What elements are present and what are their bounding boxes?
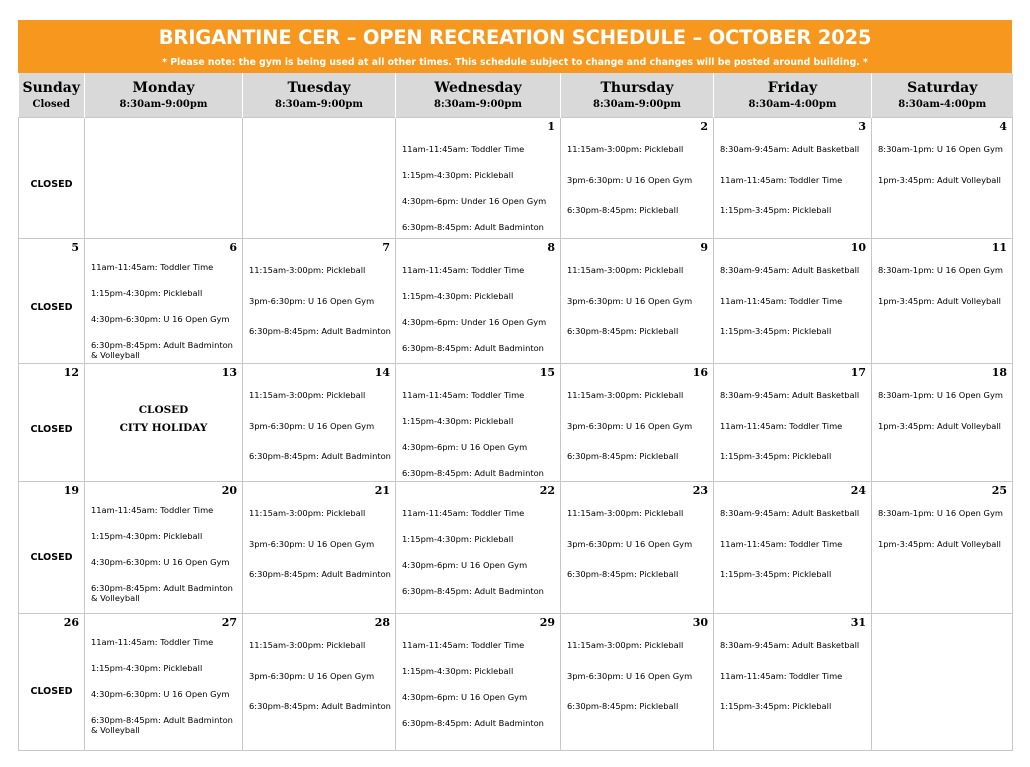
event-item: 1:15pm-4:30pm: Pickleball: [91, 288, 203, 298]
event-item: 8:30am-9:45am: Adult Basketball: [720, 144, 860, 154]
event-item: 4:30pm-6pm: U 16 Open Gym: [402, 692, 528, 702]
day-cell-content: [85, 482, 242, 613]
day-cell: [19, 239, 85, 364]
day-cell: [19, 118, 85, 239]
date-number: 1: [547, 120, 555, 133]
day-cell-content: [561, 614, 713, 750]
day-cell: [243, 614, 396, 751]
day-cell-content: [872, 482, 1012, 613]
day-header: [85, 73, 243, 118]
day-cell: [396, 118, 561, 239]
date-number: 15: [539, 366, 555, 379]
date-number: 16: [692, 366, 708, 379]
event-item: 6:30pm-8:45pm: Pickleball: [567, 569, 679, 579]
event-item: 8:30am-9:45am: Adult Basketball: [720, 640, 860, 650]
event-item: 8:30am-1pm: U 16 Open Gym: [878, 390, 1003, 400]
event-item: 6:30pm-8:45pm: Adult Badminton: [402, 468, 544, 478]
event-item: 1:15pm-3:45pm: Pickleball: [720, 205, 832, 215]
day-cell-content: [19, 482, 84, 613]
day-cell: [243, 239, 396, 364]
day-cell: [714, 118, 872, 239]
day-cell-content: [396, 239, 560, 363]
day-name: Monday: [132, 80, 195, 96]
day-header: [872, 73, 1013, 118]
day-cell-content: [243, 614, 395, 750]
event-item: 1:15pm-4:30pm: Pickleball: [91, 531, 203, 541]
week-row: [19, 614, 1013, 751]
date-number: 22: [539, 484, 555, 497]
day-hours: 8:30am-9:00pm: [275, 99, 363, 110]
event-item: 4:30pm-6pm: Under 16 Open Gym: [402, 196, 547, 206]
event-item: 8:30am-9:45am: Adult Basketball: [720, 508, 860, 518]
event-item: 4:30pm-6pm: Under 16 Open Gym: [402, 317, 547, 327]
event-item: 11am-11:45am: Toddler Time: [402, 144, 525, 154]
event-item: 6:30pm-8:45pm: Adult Badminton: [249, 451, 391, 461]
day-cell: [872, 614, 1013, 751]
day-cell: [396, 482, 561, 614]
event-item: 3pm-6:30pm: U 16 Open Gym: [249, 421, 375, 431]
day-cell-content: [714, 364, 871, 481]
day-hours: 8:30am-9:00pm: [434, 99, 522, 110]
event-item: 11am-11:45am: Toddler Time: [720, 175, 843, 185]
event-item: 11am-11:45am: Toddler Time: [720, 539, 843, 549]
closed-label: CLOSED: [30, 179, 73, 190]
event-item: 11:15am-3:00pm: Pickleball: [249, 508, 366, 518]
day-cell: [85, 239, 243, 364]
day-header: [243, 73, 396, 118]
day-cell-content: [561, 482, 713, 613]
day-cell: [561, 364, 714, 482]
week-row: [19, 364, 1013, 482]
event-item: 1:15pm-4:30pm: Pickleball: [402, 170, 514, 180]
event-item: 1:15pm-4:30pm: Pickleball: [402, 416, 514, 426]
event-item: 11:15am-3:00pm: Pickleball: [567, 390, 684, 400]
date-number: 17: [850, 366, 866, 379]
day-cell: [561, 118, 714, 239]
day-cell-content: [243, 364, 395, 481]
event-item: 3pm-6:30pm: U 16 Open Gym: [567, 539, 693, 549]
event-item: 11am-11:45am: Toddler Time: [91, 505, 214, 515]
day-cell: [85, 614, 243, 751]
date-number: 2: [700, 120, 708, 133]
event-item: 1:15pm-3:45pm: Pickleball: [720, 326, 832, 336]
day-cell-content: [19, 118, 84, 238]
day-hours: 8:30am-4:00pm: [748, 99, 837, 110]
date-number: 9: [700, 241, 708, 254]
page-title: BRIGANTINE CER – OPEN RECREATION SCHEDULE – OCTOBER 2025: [158, 26, 872, 49]
event-item: 1:15pm-4:30pm: Pickleball: [91, 663, 203, 673]
event-item: 11am-11:45am: Toddler Time: [402, 640, 525, 650]
date-number: 26: [63, 616, 79, 629]
day-name: Tuesday: [287, 80, 351, 96]
date-number: 12: [63, 366, 79, 379]
event-item: 11am-11:45am: Toddler Time: [720, 671, 843, 681]
event-item: 11am-11:45am: Toddler Time: [91, 262, 214, 272]
day-cell-content: [561, 118, 713, 238]
day-cell: [396, 364, 561, 482]
day-cell-content: [714, 239, 871, 363]
day-cell-content: [714, 482, 871, 613]
date-number: 21: [374, 484, 390, 497]
day-header: [561, 73, 714, 118]
event-item: 6:30pm-8:45pm: Adult Badminton: [249, 701, 391, 711]
day-cell: [561, 614, 714, 751]
calendar-table: [18, 73, 1013, 751]
week-row: [19, 118, 1013, 239]
event-item: 11:15am-3:00pm: Pickleball: [567, 508, 684, 518]
date-number: 5: [71, 241, 79, 254]
date-number: 25: [991, 484, 1007, 497]
holiday-name: CITY HOLIDAY: [119, 422, 208, 434]
date-number: 30: [692, 616, 708, 629]
event-item: 6:30pm-8:45pm: Adult Badminton & Volleyball: [91, 715, 233, 735]
event-item: 4:30pm-6pm: U 16 Open Gym: [402, 560, 528, 570]
day-cell-content: [872, 614, 1012, 750]
event-item: 11:15am-3:00pm: Pickleball: [249, 390, 366, 400]
event-item: 11am-11:45am: Toddler Time: [402, 390, 525, 400]
day-name: Sunday: [22, 80, 80, 96]
week-row: [19, 239, 1013, 364]
day-cell-content: [396, 614, 560, 750]
event-item: 3pm-6:30pm: U 16 Open Gym: [567, 296, 693, 306]
day-cell-content: [396, 482, 560, 613]
event-item: 6:30pm-8:45pm: Adult Badminton: [402, 343, 544, 353]
event-item: 3pm-6:30pm: U 16 Open Gym: [567, 175, 693, 185]
event-item: 3pm-6:30pm: U 16 Open Gym: [249, 539, 375, 549]
day-cell-content: [872, 364, 1012, 481]
event-item: 4:30pm-6:30pm: U 16 Open Gym: [91, 314, 230, 324]
event-item: 8:30am-1pm: U 16 Open Gym: [878, 265, 1003, 275]
week-row: [19, 482, 1013, 614]
day-cell: [85, 364, 243, 482]
day-cell: [872, 482, 1013, 614]
event-item: 3pm-6:30pm: U 16 Open Gym: [567, 421, 693, 431]
event-item: 1:15pm-4:30pm: Pickleball: [402, 291, 514, 301]
day-cell: [872, 239, 1013, 364]
event-item: 1pm-3:45pm: Adult Volleyball: [878, 296, 1001, 306]
event-item: 1:15pm-3:45pm: Pickleball: [720, 701, 832, 711]
event-item: 4:30pm-6:30pm: U 16 Open Gym: [91, 689, 230, 699]
day-cell: [19, 482, 85, 614]
day-cell: [19, 614, 85, 751]
date-number: 6: [229, 241, 237, 254]
event-item: 6:30pm-8:45pm: Pickleball: [567, 205, 679, 215]
date-number: 4: [999, 120, 1007, 133]
event-item: 1:15pm-4:30pm: Pickleball: [402, 666, 514, 676]
day-cell-content: [872, 118, 1012, 238]
day-cell-content: [85, 614, 242, 750]
date-number: 28: [374, 616, 390, 629]
event-item: 11am-11:45am: Toddler Time: [720, 421, 843, 431]
event-item: 4:30pm-6:30pm: U 16 Open Gym: [91, 557, 230, 567]
day-header: [19, 73, 85, 118]
day-cell-content: [396, 364, 560, 481]
event-item: 8:30am-9:45am: Adult Basketball: [720, 265, 860, 275]
day-cell-content: [85, 239, 242, 363]
day-cell-content: [872, 239, 1012, 363]
day-hours: Closed: [32, 99, 70, 110]
day-cell-content: [243, 239, 395, 363]
calendar-body: [19, 118, 1013, 751]
date-number: 31: [850, 616, 866, 629]
day-cell: [396, 239, 561, 364]
day-cell: [243, 364, 396, 482]
day-name: Thursday: [600, 80, 674, 96]
day-cell-content: [19, 614, 84, 750]
day-cell: [561, 482, 714, 614]
event-item: 6:30pm-8:45pm: Adult Badminton: [249, 569, 391, 579]
closed-label: CLOSED: [30, 686, 73, 697]
day-cell-content: [561, 364, 713, 481]
date-number: 10: [850, 241, 866, 254]
event-item: 6:30pm-8:45pm: Adult Badminton: [402, 222, 544, 232]
event-item: 4:30pm-6pm: U 16 Open Gym: [402, 442, 528, 452]
event-item: 11:15am-3:00pm: Pickleball: [249, 265, 366, 275]
schedule-note: * Please note: the gym is being used at all other times. This schedule subject to change and changes will be posted around building. *: [162, 57, 868, 68]
event-item: 1pm-3:45pm: Adult Volleyball: [878, 421, 1001, 431]
event-item: 11:15am-3:00pm: Pickleball: [567, 640, 684, 650]
day-cell: [561, 239, 714, 364]
day-hours: 8:30am-4:00pm: [898, 99, 987, 110]
date-number: 29: [539, 616, 555, 629]
day-cell: [19, 364, 85, 482]
day-cell-content: [243, 118, 395, 238]
day-cell-content: [714, 614, 871, 750]
date-number: 7: [382, 241, 390, 254]
day-header: [714, 73, 872, 118]
date-number: 27: [221, 616, 237, 629]
event-item: 6:30pm-8:45pm: Pickleball: [567, 451, 679, 461]
date-number: 8: [547, 241, 555, 254]
day-cell-content: [243, 482, 395, 613]
date-number: 13: [221, 366, 237, 379]
day-cell-content: [85, 364, 242, 481]
event-item: 1pm-3:45pm: Adult Volleyball: [878, 539, 1001, 549]
event-item: 6:30pm-8:45pm: Adult Badminton & Volleyball: [91, 340, 233, 360]
closed-label: CLOSED: [30, 302, 73, 313]
event-item: 11am-11:45am: Toddler Time: [91, 637, 214, 647]
title-banner: [18, 20, 1012, 73]
day-cell-content: [561, 239, 713, 363]
closed-label: CLOSED: [30, 424, 73, 435]
date-number: 18: [991, 366, 1007, 379]
event-item: 8:30am-1pm: U 16 Open Gym: [878, 508, 1003, 518]
day-header-row: [19, 73, 1013, 118]
day-name: Friday: [767, 80, 818, 96]
day-name: Wednesday: [434, 80, 522, 96]
closed-label: CLOSED: [30, 552, 73, 563]
day-cell-content: [714, 118, 871, 238]
event-item: 1:15pm-3:45pm: Pickleball: [720, 569, 832, 579]
day-hours: 8:30am-9:00pm: [119, 99, 208, 110]
day-cell: [243, 118, 396, 239]
event-item: 6:30pm-8:45pm: Pickleball: [567, 701, 679, 711]
day-cell: [243, 482, 396, 614]
holiday-closed-label: CLOSED: [138, 404, 189, 416]
event-item: 11:15am-3:00pm: Pickleball: [567, 144, 684, 154]
event-item: 3pm-6:30pm: U 16 Open Gym: [567, 671, 693, 681]
event-item: 6:30pm-8:45pm: Adult Badminton: [402, 718, 544, 728]
event-item: 8:30am-1pm: U 16 Open Gym: [878, 144, 1003, 154]
event-item: 11:15am-3:00pm: Pickleball: [249, 640, 366, 650]
date-number: 14: [374, 366, 390, 379]
date-number: 11: [991, 241, 1007, 254]
day-cell: [714, 482, 872, 614]
event-item: 8:30am-9:45am: Adult Basketball: [720, 390, 860, 400]
day-cell-content: [85, 118, 242, 238]
schedule-document: [18, 20, 1012, 751]
event-item: 11am-11:45am: Toddler Time: [402, 508, 525, 518]
day-header: [396, 73, 561, 118]
event-item: 6:30pm-8:45pm: Adult Badminton: [402, 586, 544, 596]
event-item: 1:15pm-4:30pm: Pickleball: [402, 534, 514, 544]
event-item: 11am-11:45am: Toddler Time: [402, 265, 525, 275]
date-number: 23: [692, 484, 708, 497]
event-item: 11:15am-3:00pm: Pickleball: [567, 265, 684, 275]
day-cell: [85, 118, 243, 239]
date-number: 24: [850, 484, 866, 497]
date-number: 20: [221, 484, 237, 497]
day-cell: [85, 482, 243, 614]
date-number: 19: [63, 484, 79, 497]
day-cell: [714, 239, 872, 364]
day-cell: [714, 364, 872, 482]
day-cell: [872, 118, 1013, 239]
day-cell-content: [396, 118, 560, 238]
event-item: 1pm-3:45pm: Adult Volleyball: [878, 175, 1001, 185]
event-item: 6:30pm-8:45pm: Adult Badminton & Volleyball: [91, 583, 233, 603]
day-cell: [714, 614, 872, 751]
event-item: 3pm-6:30pm: U 16 Open Gym: [249, 671, 375, 681]
day-name: Saturday: [907, 80, 978, 96]
day-cell-content: [19, 239, 84, 363]
event-item: 6:30pm-8:45pm: Adult Badminton: [249, 326, 391, 336]
day-cell: [396, 614, 561, 751]
event-item: 11am-11:45am: Toddler Time: [720, 296, 843, 306]
day-hours: 8:30am-9:00pm: [593, 99, 681, 110]
event-item: 3pm-6:30pm: U 16 Open Gym: [249, 296, 375, 306]
day-cell-content: [19, 364, 84, 481]
event-item: 6:30pm-8:45pm: Pickleball: [567, 326, 679, 336]
date-number: 3: [858, 120, 866, 133]
event-item: 1:15pm-3:45pm: Pickleball: [720, 451, 832, 461]
day-cell: [872, 364, 1013, 482]
